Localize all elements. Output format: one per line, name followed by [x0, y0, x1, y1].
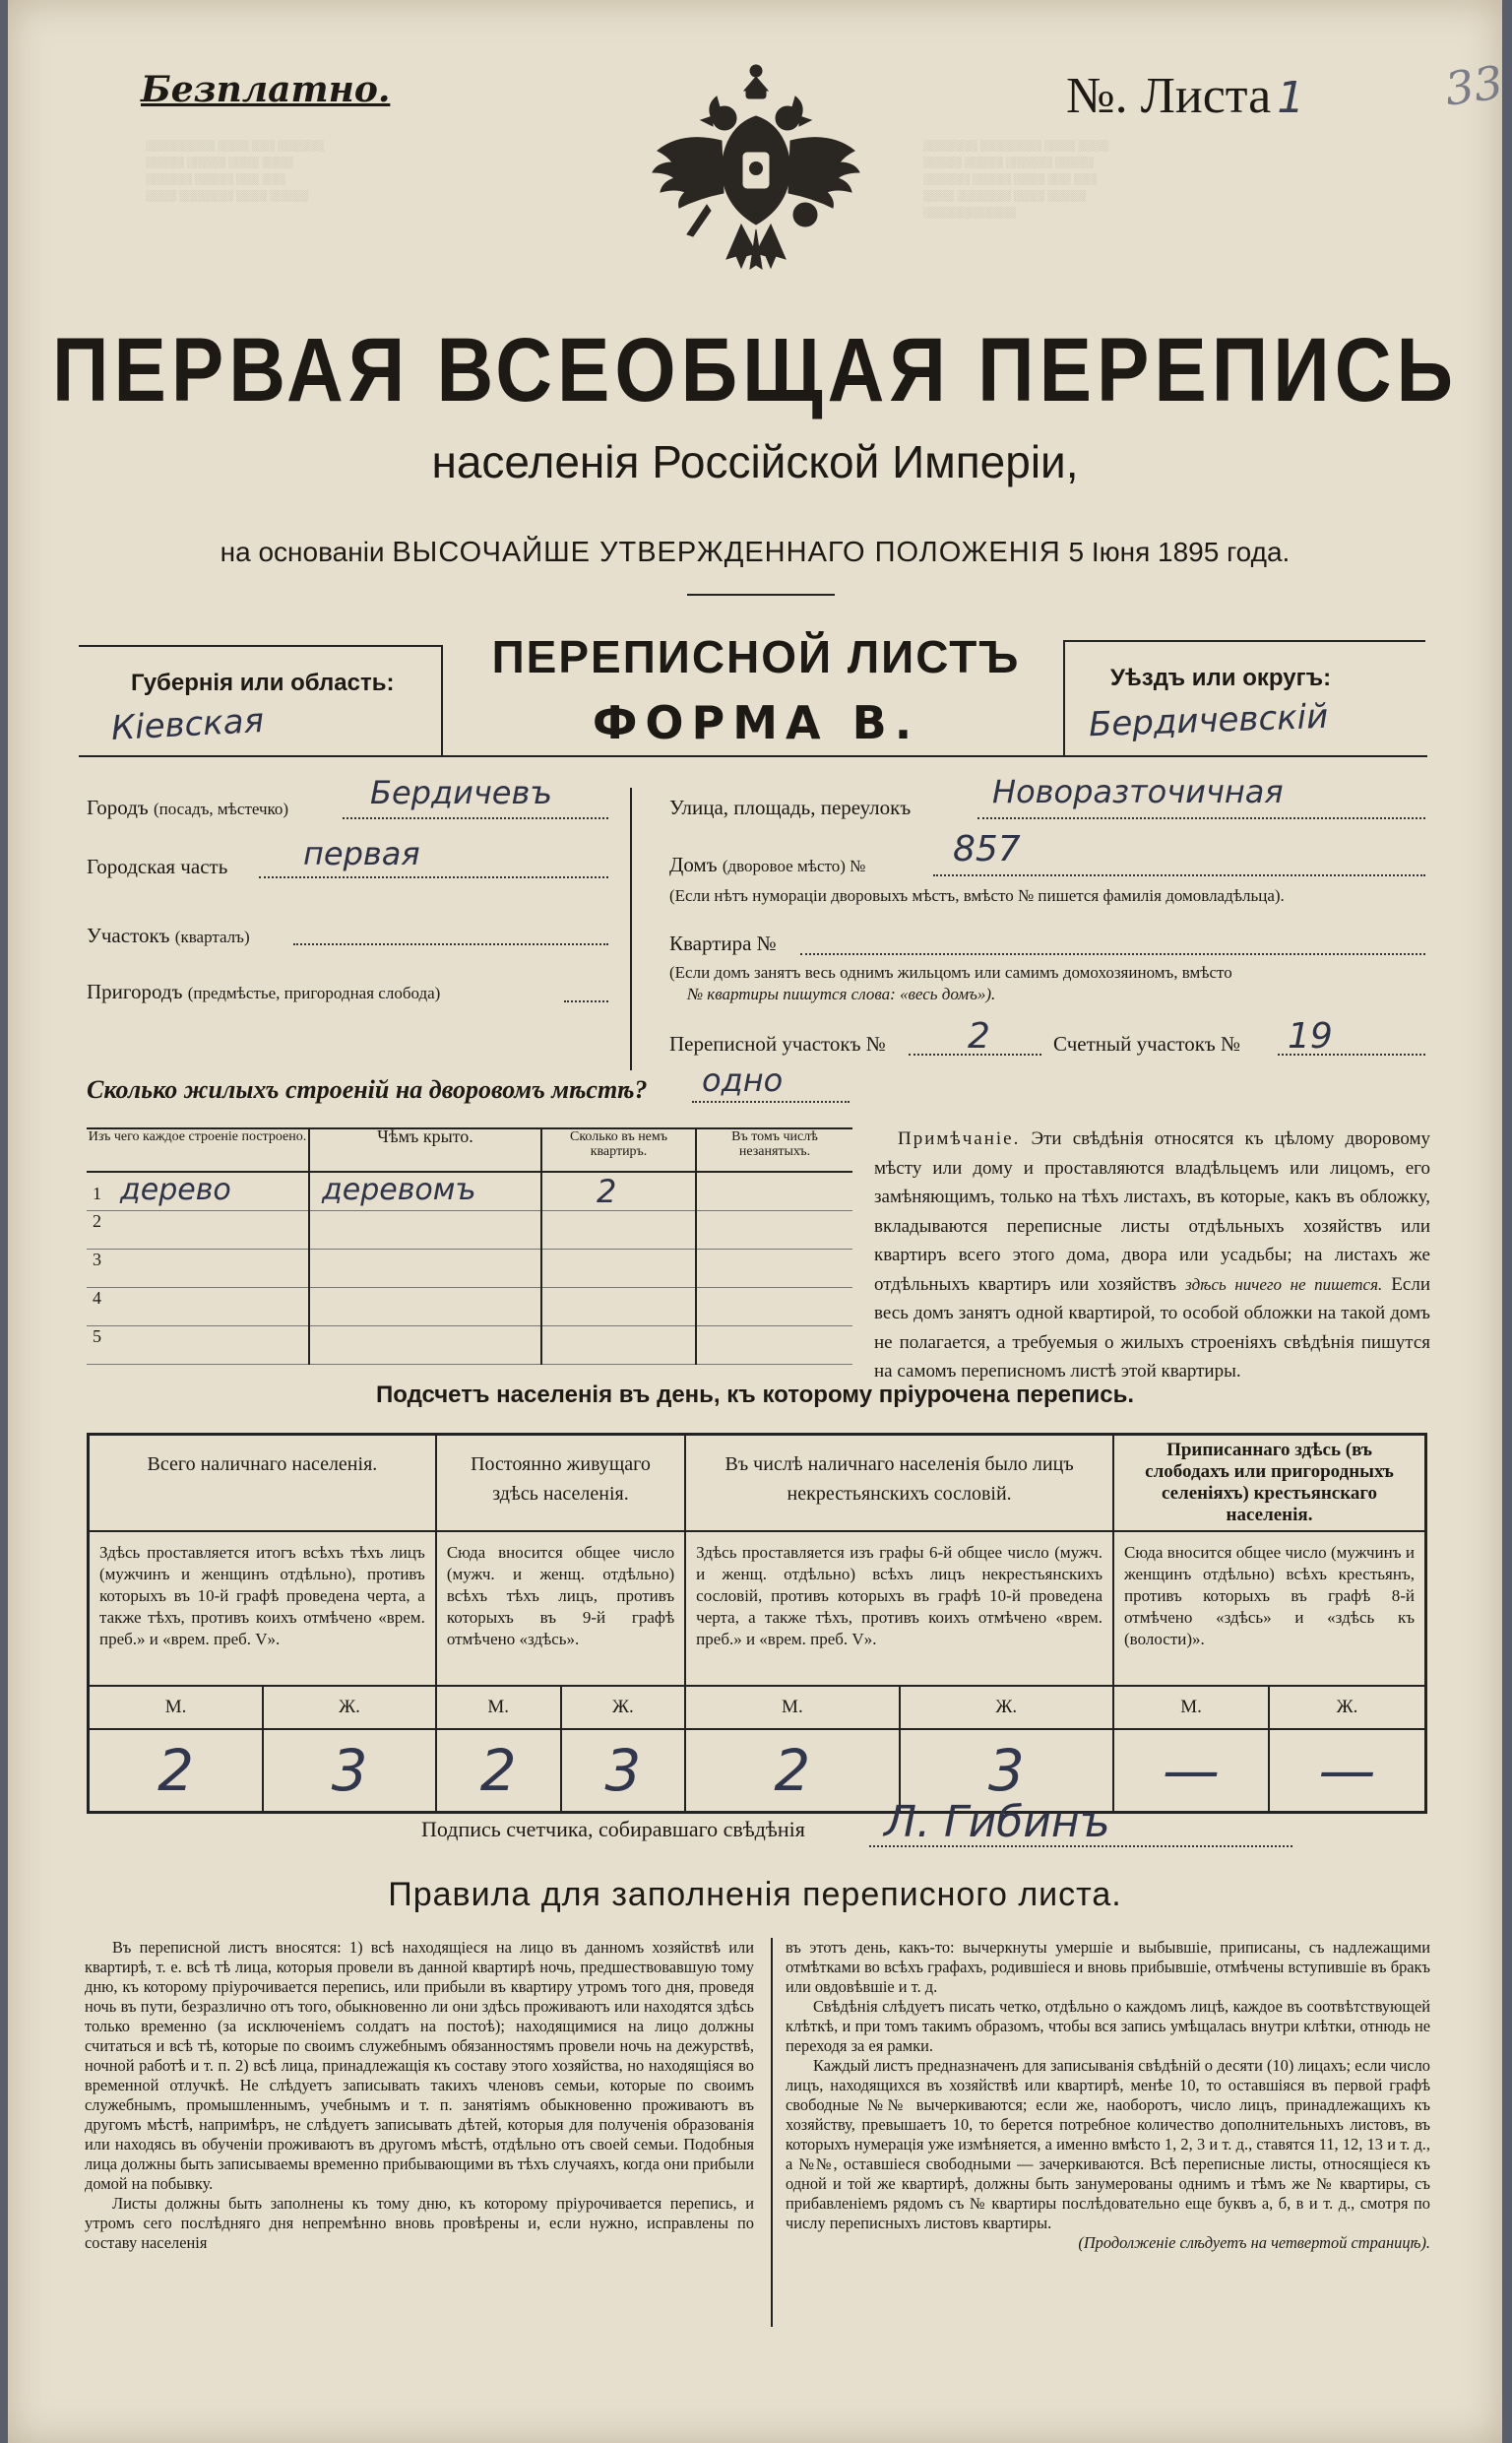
- uezd-box-top: [1063, 640, 1425, 642]
- table-row: [87, 1250, 852, 1288]
- title-divider: [687, 594, 835, 596]
- count-area-value: 19: [1288, 1016, 1333, 1057]
- gubernia-box-right: [441, 645, 443, 755]
- peasant-f-value: —: [1269, 1729, 1425, 1813]
- archive-folio-number: 33: [1441, 55, 1507, 116]
- rules-left-column: [85, 1938, 754, 2253]
- house-field: [669, 853, 865, 877]
- suburb-field: [87, 980, 440, 1004]
- street-label: Улица, площадь, переулокъ: [669, 796, 912, 819]
- uezd-box-left: [1063, 640, 1065, 755]
- row-4-apartments: [541, 1288, 696, 1326]
- gubernia-value: Кіевская: [110, 700, 266, 749]
- city-part-label: Городская часть: [87, 855, 228, 878]
- note-text-2: Если весь домъ занятъ одной квартирой, то особой обложки на такой домъ не полагается, а требуемыя о жилыхъ строеніяхъ свѣдѣнія пишутся на самомъ переписномъ листѣ этой квартиры.: [874, 1273, 1430, 1382]
- nonpeasant-f-value: 3: [900, 1729, 1113, 1813]
- apartment-note-1: (Если домъ занятъ весь однимъ жильцомъ или самимъ домохозяиномъ, вмѣсто: [669, 963, 1232, 982]
- peasant-m-value: —: [1113, 1729, 1269, 1813]
- district-label: Участокъ: [87, 924, 170, 947]
- nonpeasant-f-label: Ж.: [900, 1686, 1113, 1729]
- city-label: Городъ: [87, 796, 149, 819]
- nonpeasant-m-value: 2: [685, 1729, 899, 1813]
- census-area-value: 2: [968, 1016, 990, 1057]
- free-label: Безплатно.: [141, 69, 391, 110]
- census-title: ПЕРВАЯ ВСЕОБЩАЯ ПЕРЕПИСЬ: [52, 319, 1458, 420]
- city-hint: (посадъ, мѣстечко): [153, 800, 289, 818]
- nonpeasant-m-label: М.: [685, 1686, 899, 1729]
- row-5-material: 5: [87, 1326, 309, 1365]
- census-area-label: Переписной участокъ №: [669, 1032, 886, 1056]
- house-note: (Если нѣтъ нумораціи дворовыхъ мѣстъ, вмѣсто № пишется фамилія домовладѣльца).: [669, 886, 1285, 905]
- uezd-label: Уѣздъ или округъ:: [1110, 665, 1332, 691]
- row-5-apartments: [541, 1326, 696, 1365]
- district-field: [87, 924, 250, 948]
- permanent-m-value: 2: [436, 1729, 561, 1813]
- suburb-label: Пригородъ: [87, 980, 183, 1003]
- sheet-number: [1066, 67, 1304, 125]
- form-subtitle: ФОРМА В.: [592, 696, 920, 749]
- population-table: [87, 1433, 1427, 1814]
- address-divider: [630, 788, 632, 1070]
- row-5-vacant: [696, 1326, 852, 1365]
- legal-basis-caps: ВЫСОЧАЙШЕ УТВЕРЖДЕННАГО ПОЛОЖЕНІЯ: [392, 537, 1061, 568]
- apartment-label: Квартира №: [669, 932, 777, 955]
- house-hint: (дворовое мѣсто) №: [722, 857, 866, 875]
- legal-basis-date: 5 Іюня 1895 года.: [1068, 537, 1291, 567]
- signature-value: Л. Гибинъ: [884, 1797, 1110, 1847]
- row-3-roof: [309, 1250, 541, 1288]
- signature-label: Подпись счетчика, собиравшаго свѣдѣнія: [421, 1817, 805, 1841]
- col-permanent-header: Постоянно живущаго здѣсь населенія.: [436, 1435, 685, 1532]
- rules-continued: (Продолженіе слѣдуетъ на четвертой страницѣ).: [1078, 2233, 1430, 2252]
- district-line: [293, 943, 608, 945]
- permanent-f-value: 3: [561, 1729, 686, 1813]
- buildings-table-header: [87, 1129, 852, 1172]
- rules-title: Правила для заполненія переписного листа.: [388, 1876, 1122, 1913]
- population-values: [89, 1729, 1426, 1813]
- row-3-material: 3: [87, 1250, 309, 1288]
- permanent-f-label: Ж.: [561, 1686, 686, 1729]
- row-2-vacant: [696, 1211, 852, 1250]
- row-1-apartments: 2: [541, 1172, 696, 1211]
- city-part-line: [259, 876, 608, 878]
- row-2-roof: [309, 1211, 541, 1250]
- present-f-label: Ж.: [263, 1686, 436, 1729]
- city-value: Бердичевъ: [370, 774, 552, 811]
- table-row: [87, 1288, 852, 1326]
- city-line: [343, 817, 608, 819]
- city-part-value: первая: [303, 835, 420, 872]
- col-permanent-desc: Сюда вносится общее число (мужч. и женщ. отдѣльно) всѣхъ тѣхъ лицъ, противъ которыхъ въ 9-й графѣ отмѣчено «здѣсь».: [436, 1531, 685, 1686]
- suburb-line: [564, 1000, 608, 1002]
- gubernia-box-top: [79, 645, 441, 647]
- peasant-f-label: Ж.: [1269, 1686, 1425, 1729]
- row-5-roof: [309, 1326, 541, 1365]
- gubernia-label: Губернія или область:: [131, 670, 395, 696]
- note-title: Примѣчаніе.: [898, 1128, 1021, 1149]
- col-nonpeasant-header: Въ числѣ наличнаго населенія было лицъ некрестьянскихъ сословій.: [685, 1435, 1113, 1532]
- population-title: Подсчетъ населенія въ день, къ которому пріурочена перепись.: [376, 1382, 1134, 1408]
- bleed-through-right: ░░░░░░░ ░░░░░░░░ ░░░░ ░░░░ ░░░░░ ░░░░░ ░░░░░░ ░░░░░ ░░░░░░ ░░░░░ ░░░░ ░░░ ░░░ ░░░░ ░░░░░░░ ░░░░ ░░░░░ ░░░░░░░░░░░░: [923, 140, 1109, 219]
- row-4-material: 4: [87, 1288, 309, 1326]
- buildings-answer: одно: [702, 1061, 784, 1099]
- street-value: Новоразточичная: [992, 773, 1284, 810]
- table-row: [87, 1172, 852, 1211]
- rules-right-paragraph-1: въ этотъ день, какъ-то: вычеркнуты умершіе и выбывшіе, приписаны, съ надлежащими отмѣтками во всѣхъ графахъ, родившіеся и вновь прибывшіе, отмѣчены вступившіе въ бракъ или овдовѣвшіе и т. д.: [786, 1938, 1430, 1996]
- house-label: Домъ: [669, 853, 718, 876]
- row-1-vacant: [696, 1172, 852, 1211]
- present-f-value: 3: [263, 1729, 436, 1813]
- rules-divider: [771, 1938, 773, 2327]
- present-m-label: М.: [89, 1686, 264, 1729]
- note-italic: здѣсь ничего не пишется.: [1185, 1274, 1383, 1294]
- table-row: [87, 1326, 852, 1365]
- census-sheet: [8, 0, 1507, 2443]
- row-4-roof: [309, 1288, 541, 1326]
- form-title: ПЕРЕПИСНОЙ ЛИСТЪ: [491, 631, 1021, 682]
- form-header-bottom: [79, 755, 1427, 757]
- peasant-m-label: М.: [1113, 1686, 1269, 1729]
- census-subtitle: населенія Россійской Имперіи,: [431, 436, 1079, 487]
- bleed-through-left: ░░░░░░░░░ ░░░░ ░░░ ░░░░░░ ░░░░░ ░░░░░ ░░░░ ░░░░ ░░░░░░ ░░░░░ ░░░ ░░░ ░░░░ ░░░░░░░ ░░░░ ░░░░░: [146, 140, 324, 202]
- permanent-m-label: М.: [436, 1686, 561, 1729]
- house-line: [933, 874, 1425, 876]
- row-1-roof: деревомъ: [309, 1172, 541, 1211]
- present-m-value: 2: [89, 1729, 264, 1813]
- row-4-vacant: [696, 1288, 852, 1326]
- note-text: Эти свѣдѣнія относятся къ цѣлому дворовому мѣсту или дому и проставляются владѣльцемъ или лицомъ, его замѣняющимъ, только на тѣхъ листахъ, въ которые, какъ въ обложку, вкладываются переписные листы отдѣльныхъ хозяйствъ или квартиръ всего этого дома, двора или усадьбы; на листахъ же отдѣльныхъ квартиръ или хозяйствъ: [874, 1128, 1430, 1295]
- apartment-line: [800, 953, 1425, 955]
- rules-right-column: [786, 1938, 1430, 2253]
- legal-basis-prefix: на основаніи: [220, 537, 385, 567]
- col-roof-header: Чѣмъ крыто.: [309, 1129, 541, 1172]
- buildings-table: [87, 1126, 852, 1365]
- col-material-header: Изъ чего каждое строеніе построено.: [87, 1129, 309, 1172]
- row-1-material: 1 дерево: [87, 1172, 309, 1211]
- col-present-header: Всего наличнаго населенія.: [89, 1435, 436, 1532]
- row-3-apartments: [541, 1250, 696, 1288]
- apartment-note-2: № квартиры пишутся слова: «весь домъ»).: [687, 985, 996, 1003]
- rules-right-paragraph-3: Каждый листъ предназначенъ для записыванія свѣдѣній о десяти (10) лицахъ; если число лицъ, находящихся въ хозяйствѣ или квартирѣ, менѣе 10, то оставшіяся въ первой графѣ свободные №№ вычеркиваются; если же, наоборотъ, число лицъ, принадлежащихъ къ хозяйству, превышаетъ 10, то берется потребное количество дополнительныхъ листовъ, въ которыхъ нумерація уже измѣняется, а именно вмѣсто 1, 2, 3 и т. д., ставятся 11, 12, 13 и т. д., а №№, оставшіеся свободными — зачеркиваются. Всѣ переписные листы, относящіеся къ одной и той же квартирѣ, должны быть занумерованы однимъ и тѣмъ же № квартиры, съ прибавленіемъ рядомъ съ № квартиры послѣдовательно еще буквъ а, б, в и т. д., смотря по числу переписныхъ листовъ квартиры.: [786, 2056, 1430, 2232]
- count-area-label: Счетный участокъ №: [1053, 1032, 1241, 1056]
- buildings-note: [874, 1125, 1430, 1386]
- population-headers: [89, 1435, 1426, 1532]
- rules-left-paragraph-1: Въ переписной листъ вносятся: 1) всѣ находящіеся на лицо въ данномъ хозяйствѣ или квартирѣ, т. е. всѣ тѣ лица, которыя провели въ данной квартирѣ ночь, предшествовавшую тому дню, къ которому пріурочивается перепись, или прибыли въ квартиру утромъ того дня, проведя ночь въ пути, безразлично отъ того, обыкновенно ли они здѣсь проживаютъ или находятся здѣсь только временно (за исключеніемъ солдатъ на постоѣ); находящимися на лицо должны считаться и всѣ тѣ, которые по своимъ служебнымъ обязанностямъ провели ночь на дежурствѣ, ночной работѣ и т. п. 2) всѣ лица, принадлежащія къ составу этого хозяйства, но находящіяся во временной отлучкѣ. Не слѣдуетъ записывать такихъ членовъ семьи, которые по своимъ служебнымъ, промышленнымъ, учебнымъ и т. п. занятіямъ обыкновенно проживаютъ въ другомъ мѣстѣ, напримѣръ, не слѣдуетъ записывать дѣтей, которыя для полученія образованія или находясь въ обученіи проживаютъ въ другомъ мѣстѣ, отдѣльно отъ своей семьи. Подобныя лица должны быть записываемы временно прибывающими въ тѣхъ случаяхъ, когда они прибыли домой на побывку.: [85, 1938, 754, 2193]
- buildings-table-wrap: [87, 1127, 852, 1371]
- rules-right-paragraph-2: Свѣдѣнія слѣдуетъ писать четко, отдѣльно о каждомъ лицѣ, каждое въ соотвѣтствующей клѣткѣ, и при томъ такимъ образомъ, чтобы вся запись умѣщалась внутри клѣтки, отнюдь не переходя за ея рамки.: [786, 1997, 1430, 2055]
- col-peasant-desc: Сюда вносится общее число (мужчинъ и женщинъ отдѣльно) всѣхъ крестьянъ, противъ которыхъ въ графѣ 8-й отмѣчено «здѣсь» и «здѣсь къ (волости)».: [1113, 1531, 1425, 1686]
- col-apartments-header: Сколько въ немъ квартиръ.: [541, 1129, 696, 1172]
- sheet-number-label: №. Листа: [1066, 68, 1272, 124]
- city-field: [87, 796, 288, 820]
- house-value: 857: [953, 829, 1021, 869]
- street-line: [977, 817, 1425, 819]
- district-hint: (кварталъ): [174, 928, 250, 946]
- row-3-vacant: [696, 1250, 852, 1288]
- legal-basis: [8, 537, 1502, 569]
- population-descriptions: [89, 1531, 1426, 1686]
- rules-left-paragraph-2: Листы должны быть заполнены къ тому дню, къ которому пріурочивается перепись, и утромъ сего послѣдняго дня непремѣнно вновь провѣрены и, если нужно, исправлены по составу населенія: [85, 2194, 754, 2252]
- row-2-apartments: [541, 1211, 696, 1250]
- col-peasant-header: Приписаннаго здѣсь (въ слободахъ или пригородныхъ селеніяхъ) крестьянскаго населенія.: [1113, 1435, 1425, 1532]
- row-2-material: 2: [87, 1211, 309, 1250]
- col-vacant-header: Въ томъ числѣ незанятыхъ.: [696, 1129, 852, 1172]
- sheet-number-value: 1: [1277, 73, 1305, 123]
- population-mf-labels: [89, 1686, 1426, 1729]
- col-nonpeasant-desc: Здѣсь проставляется изъ графы 6-й общее число (мужч. и женщ. отдѣльно) всѣхъ лицъ некрестьянскихъ сословій, противъ которыхъ въ графѣ 10-й проведена черта, а также тѣхъ, противъ коихъ отмѣчено «врем. преб.» и «врем. преб. V».: [685, 1531, 1113, 1686]
- buildings-answer-line: [692, 1101, 850, 1103]
- suburb-hint: (предмѣстье, пригородная слобода): [187, 984, 441, 1002]
- imperial-eagle-icon: [648, 57, 864, 303]
- col-present-desc: Здѣсь проставляется итогъ всѣхъ тѣхъ лицъ (мужчинъ и женщинъ отдѣльно), противъ которыхъ въ 10-й графѣ проведена черта, а также тѣхъ, противъ коихъ отмѣчено «врем. преб.» и «врем. преб. V».: [89, 1531, 436, 1686]
- table-row: [87, 1211, 852, 1250]
- buildings-question: Сколько жилыхъ строеній на дворовомъ мѣстѣ?: [87, 1075, 648, 1104]
- uezd-value: Бердичевскій: [1088, 696, 1329, 745]
